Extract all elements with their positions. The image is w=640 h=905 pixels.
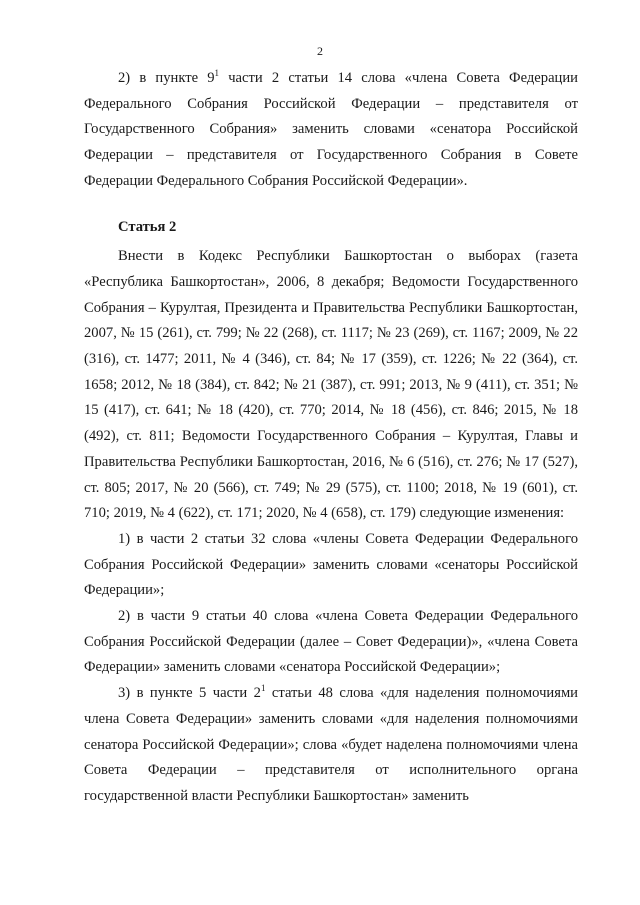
article-heading: Статья 2 [118, 218, 177, 235]
paragraph-item-3 [84, 681, 578, 810]
paragraph-item-2-article-14 [84, 66, 578, 195]
paragraph-text: части 2 статьи 14 слова «члена Совета Федерации Федерального Собрания Российской Федерации – представителя от Государственного Собрания» заменить словами «сенатора Российской Федерации – представителя от Государственного Собрания в Совете Федерации Федерального Собрания Российской Федерации». [84, 70, 578, 189]
superscript-index: 1 [260, 683, 266, 694]
paragraph-text: 3) в пункте 5 части 2 [118, 685, 261, 702]
superscript-index: 1 [214, 68, 220, 79]
paragraph-item-1: 1) в части 2 статьи 32 слова «члены Совета Федерации Федерального Собрания Российской Федерации» заменить словами «сенаторы Российской Федерации»; [84, 530, 578, 599]
document-body [84, 66, 578, 810]
page-number: 2 [317, 44, 323, 58]
paragraph-text: статьи 48 слова «для наделения полномочиями члена Совета Федерации» заменить словами «для наделения полномочиями сенатора Российской Федерации»; слова «будет наделена полномочиями члена Совета Федерации – представителя от исполнительного органа государственной власти Республики Башкортостан» заменить [84, 685, 578, 804]
paragraph-amendment-intro: Внести в Кодекс Республики Башкортостан о выборах (газета «Республика Башкортостан», 2006, 8 декабря; Ведомости Государственного Собрания – Курултая, Президента и Правительства Республики Башкортостан, 2007, № 15 (261), ст. 799; № 22 (268), ст. 1117; № 23 (269), ст. 1167; 2009, № 22 (316), ст. 1477; 2011, № 4 (346), ст. 84; № 17 (359), ст. 1226; № 22 (364), ст. 1658; 2012, № 18 (384), ст. 842; № 21 (387), ст. 991; 2013, № 9 (411), ст. 351; № 15 (417), ст. 641; № 18 (420), ст. 770; 2014, № 18 (456), ст. 846; 2015, № 18 (492), ст. 811; Ведомости Государственного Собрания – Курултая, Главы и Правительства Республики Башкортостан, 2016, № 6 (516), ст. 276; № 17 (527), ст. 805; 2017, № 20 (566), ст. 749; № 29 (575), ст. 1100; 2018, № 19 (601), ст. 710; 2019, № 4 (622), ст. 171; 2020, № 4 (658), ст. 179) следующие изменения: [84, 248, 578, 522]
paragraph-item-2: 2) в части 9 статьи 40 слова «члена Совета Федерации Федерального Собрания Российской Федерации (далее – Совет Федерации)», «члена Совета Федерации» заменить словами «сенатора Российской Федерации»; [84, 608, 578, 676]
paragraph-text: 2) в пункте 9 [118, 70, 215, 86]
